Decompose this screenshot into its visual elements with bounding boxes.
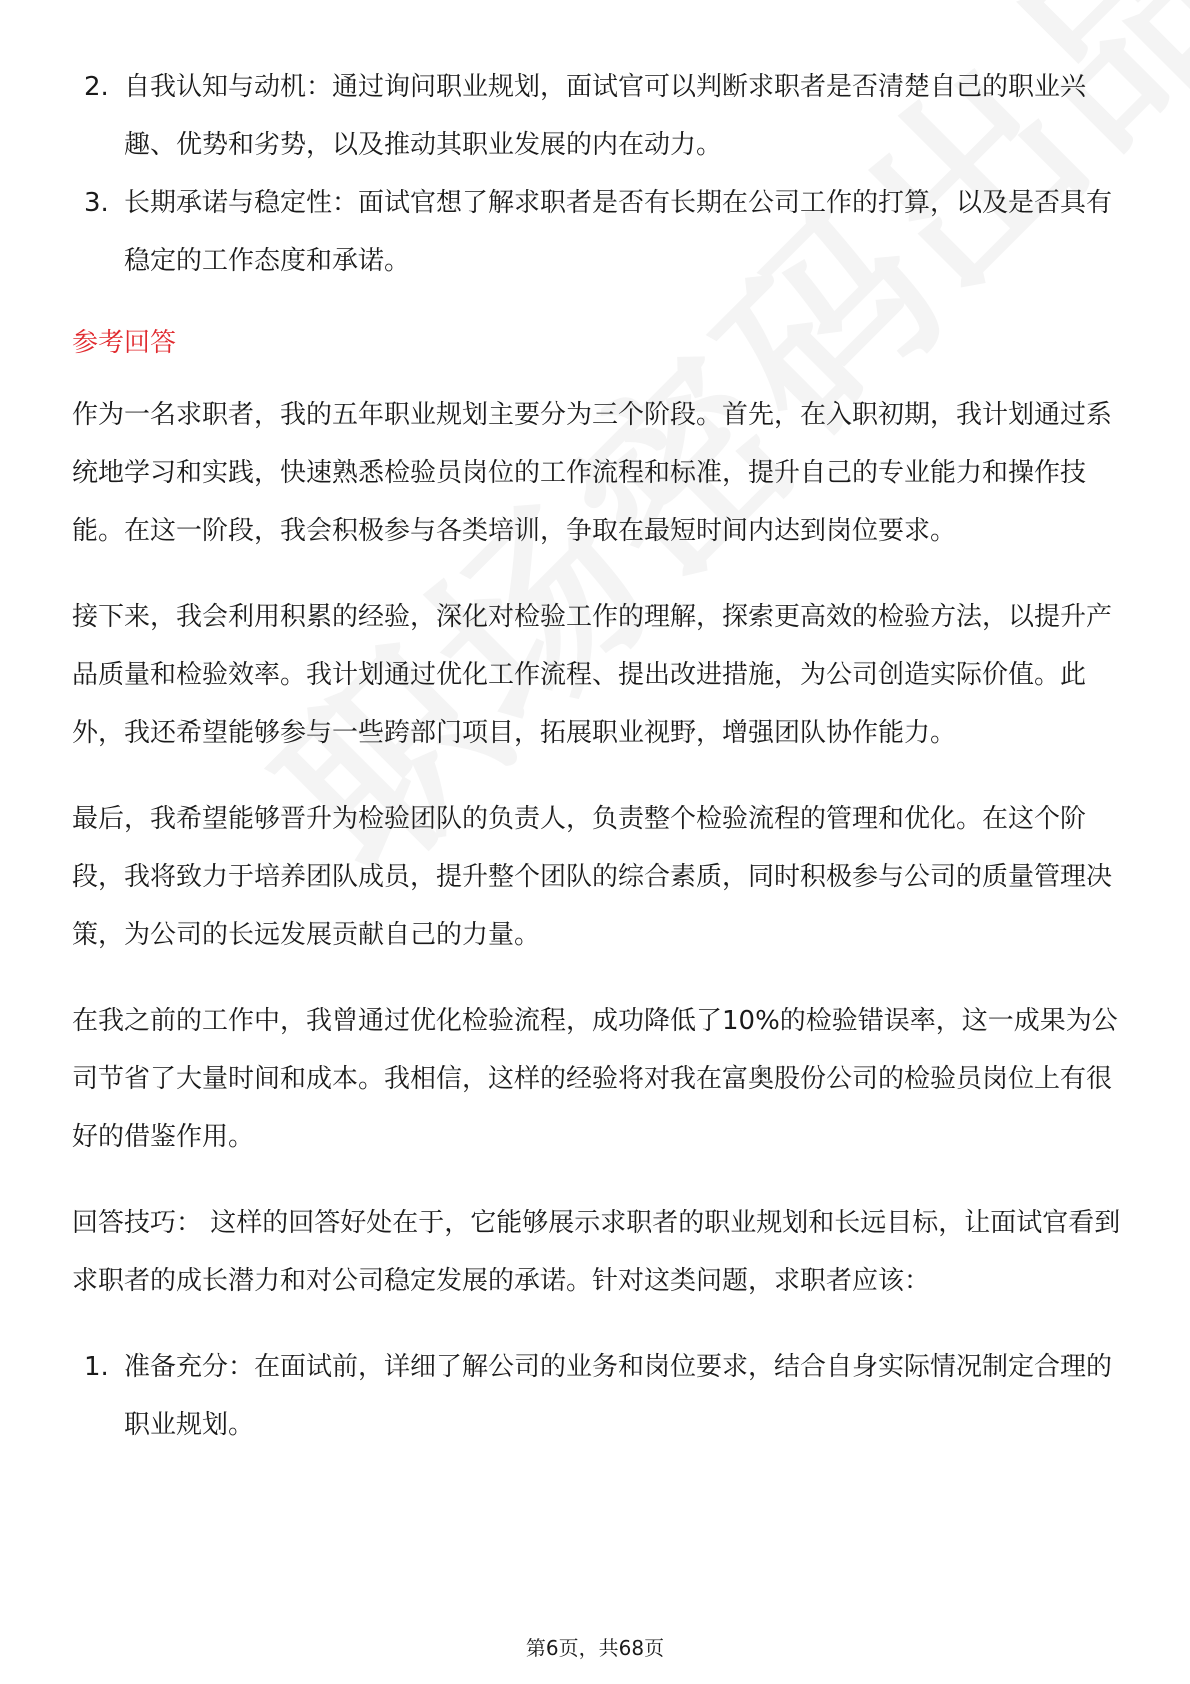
list-item-text: 长期承诺与稳定性：面试官想了解求职者是否有长期在公司工作的打算，以及是否具有稳定的工作态度和承诺。 <box>124 188 1113 276</box>
list-item-text: 准备充分：在面试前，详细了解公司的业务和岗位要求，结合自身实际情况制定合理的职业规划。 <box>124 1352 1113 1440</box>
list-item-number: 3. <box>84 188 109 218</box>
list-item <box>72 1338 1122 1454</box>
page-content <box>72 58 1122 1454</box>
list-item <box>72 58 1122 174</box>
top-list <box>72 58 1122 290</box>
tips-paragraph: 回答技巧： 这样的回答好处在于，它能够展示求职者的职业规划和长远目标，让面试官看到求职者的成长潜力和对公司稳定发展的承诺。针对这类问题，求职者应该： <box>72 1208 1121 1296</box>
page-footer: 第6页，共68页 <box>525 1636 665 1660</box>
list-item <box>72 174 1122 290</box>
paragraph: 作为一名求职者，我的五年职业规划主要分为三个阶段。首先，在入职初期，我计划通过系统地学习和实践，快速熟悉检验员岗位的工作流程和标准，提升自己的专业能力和操作技能。在这一阶段，我会积极参与各类培训，争取在最短时间内达到岗位要求。 <box>72 400 1113 546</box>
section-heading: 参考回答 <box>72 328 177 358</box>
list-item-number: 1. <box>84 1352 109 1382</box>
list-item-number: 2. <box>84 72 109 102</box>
bottom-list <box>72 1338 1122 1454</box>
paragraph: 在我之前的工作中，我曾通过优化检验流程，成功降低了10%的检验错误率，这一成果为公司节省了大量时间和成本。我相信，这样的经验将对我在富奥股份公司的检验员岗位上有很好的借鉴作用。 <box>72 1006 1118 1152</box>
paragraph: 接下来，我会利用积累的经验，深化对检验工作的理解，探索更高效的检验方法，以提升产品质量和检验效率。我计划通过优化工作流程、提出改进措施，为公司创造实际价值。此外，我还希望能够参与一些跨部门项目，拓展职业视野，增强团队协作能力。 <box>72 602 1113 748</box>
list-item-text: 自我认知与动机：通过询问职业规划，面试官可以判断求职者是否清楚自己的职业兴趣、优势和劣势，以及推动其职业发展的内在动力。 <box>124 72 1087 160</box>
paragraph: 最后，我希望能够晋升为检验团队的负责人，负责整个检验流程的管理和优化。在这个阶段，我将致力于培养团队成员，提升整个团队的综合素质，同时积极参与公司的质量管理决策，为公司的长远发展贡献自己的力量。 <box>72 804 1113 950</box>
